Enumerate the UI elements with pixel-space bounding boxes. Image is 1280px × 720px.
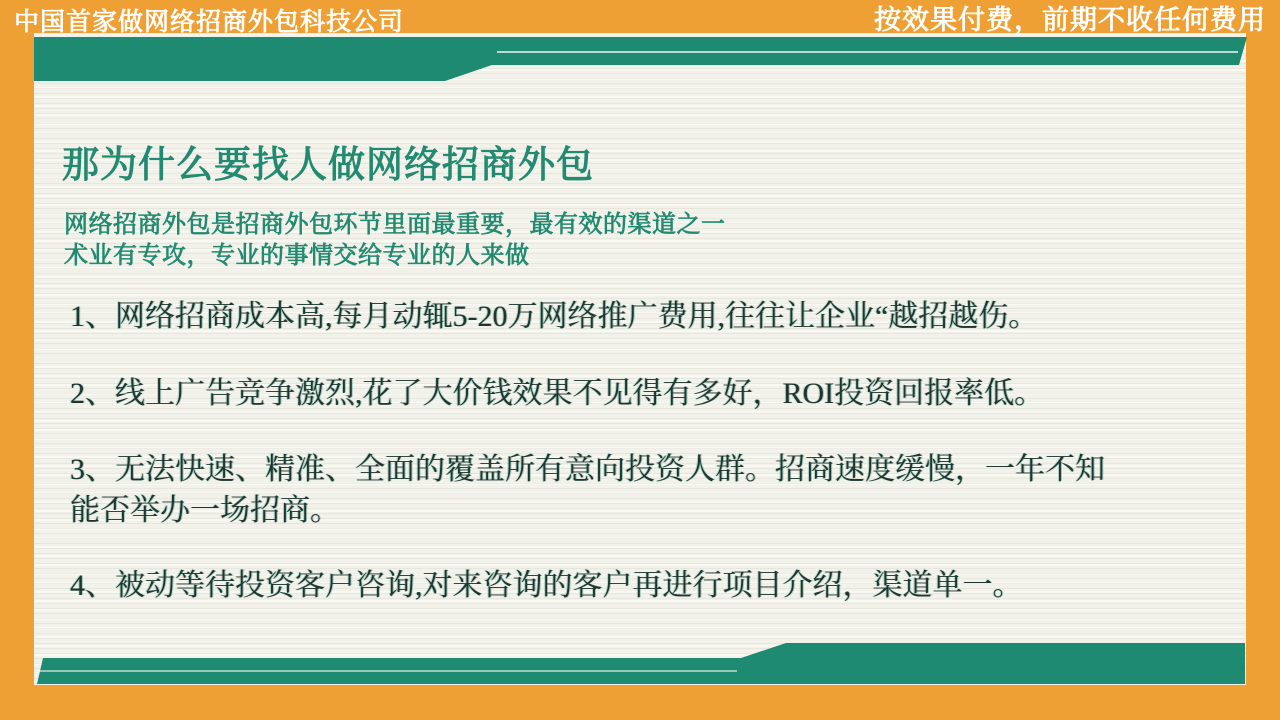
subtitle-line: 网络招商外包是招商外包环节里面最重要，最有效的渠道之一 (64, 211, 726, 238)
subtitle-line: 术业有专攻，专业的事情交给专业的人来做 (64, 242, 530, 269)
pain-point-item (70, 296, 1038, 337)
subtitle-block (64, 209, 726, 271)
pain-point-text: 能否举办一场招商。 (70, 494, 340, 527)
pain-point-item (70, 449, 1105, 531)
pain-point-text: 3、无法快速、精准、全面的覆盖所有意向投资人群。招商速度缓慢，一年不知 (70, 453, 1105, 486)
pain-point-text: 2、线上广告竞争激烈,花了大价钱效果不见得有多好，ROI投资回报率低。 (70, 377, 1045, 410)
page-title: 那为什么要找人做网络招商外包 (62, 144, 594, 185)
header-ribbon-label: 中国首家做网络招商外包科技公司 (14, 8, 405, 36)
footer-ribbon-label: 按效果付费，前期不收任何费用 (874, 5, 1266, 35)
pain-point-text: 1、网络招商成本高,每月动辄5-20万网络推广费用,往往让企业“越招越伤。 (70, 300, 1039, 333)
pain-point-item (70, 373, 1044, 414)
pain-point-text: 4、被动等待投资客户咨询,对来咨询的客户再进行项目介绍，渠道单一。 (70, 569, 1023, 602)
footer-ribbon-line (38, 670, 737, 672)
pain-point-item (70, 565, 1023, 606)
header-ribbon-line (497, 51, 1238, 53)
